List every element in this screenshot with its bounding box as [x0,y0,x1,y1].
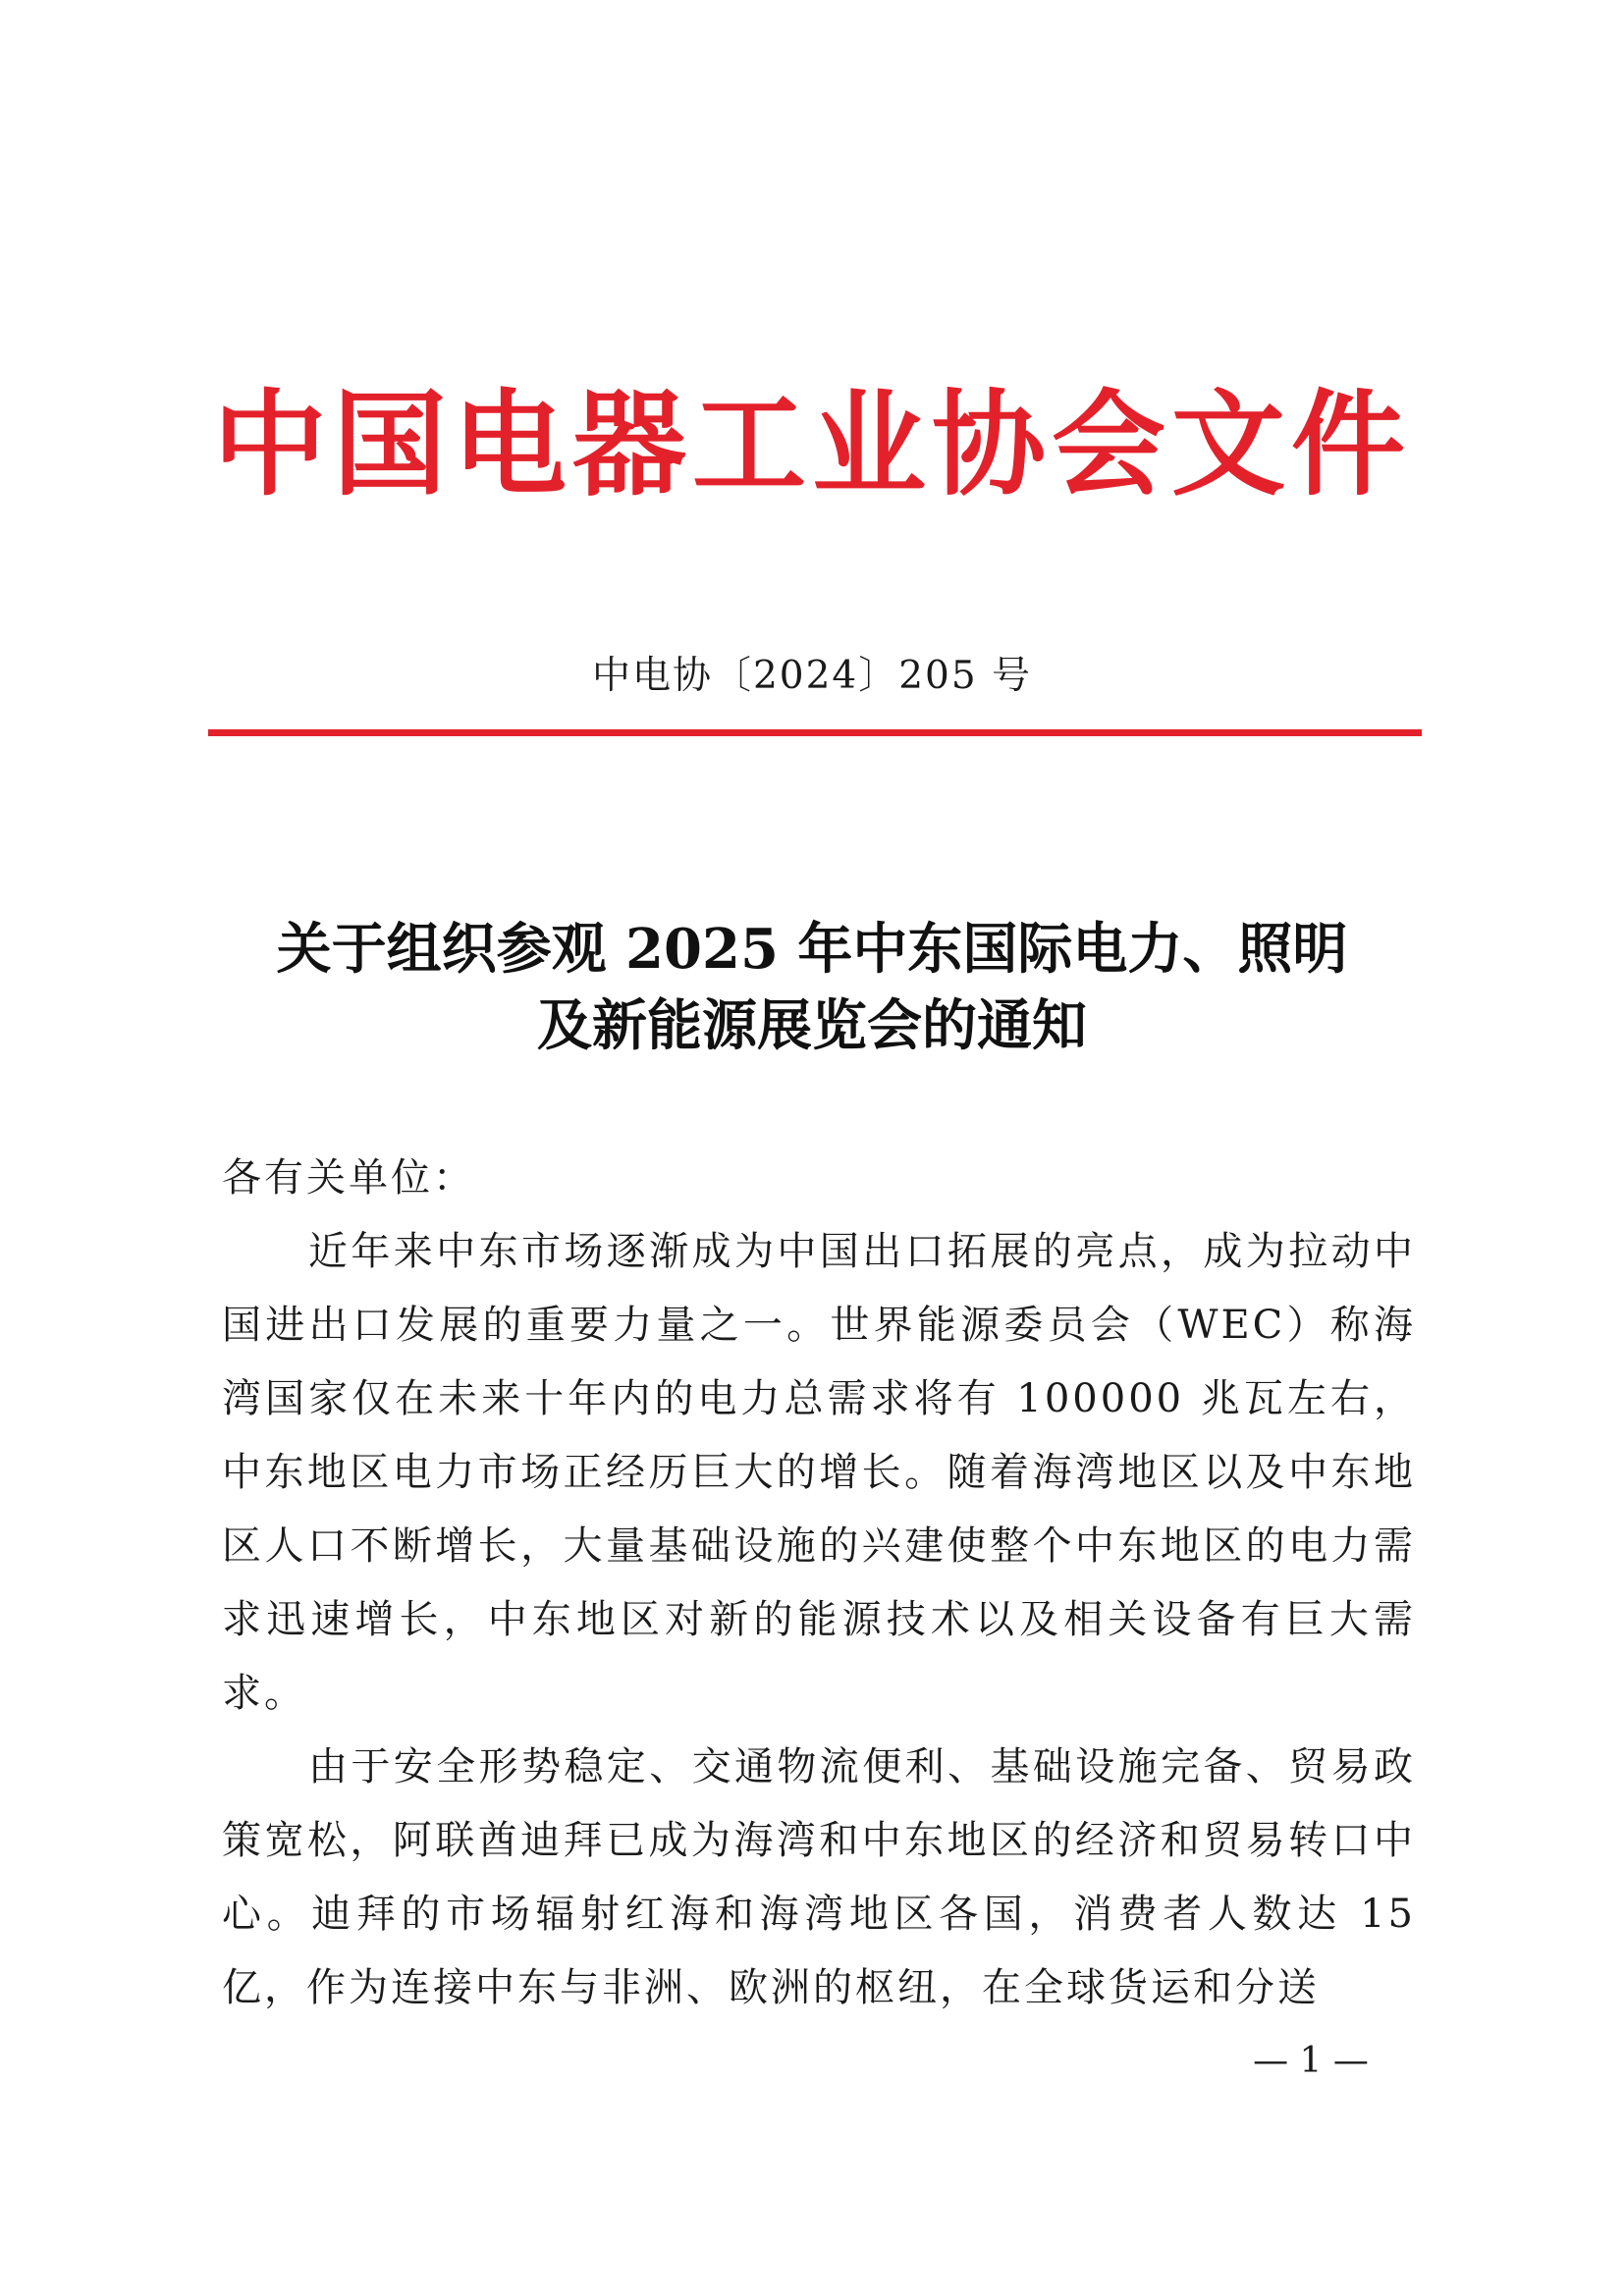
notice-title-line-1: 关于组织参观 2025 年中东国际电力、照明 [276,917,1348,982]
issuing-organization-title: 中国电器工业协会文件 [213,378,1411,511]
document-number: 中电协〔2024〕205 号 [591,654,1033,698]
body-paragraph-2: 由于安全形势稳定、交通物流便利、基础设施完备、贸易政策宽松，阿联酋迪拜已成为海湾和中东地区的经济和贸易转口中心。迪拜的市场辐射红海和海湾地区各国，消费者人数达 15 亿，作为连接中东与非洲、欧洲的枢纽，在全球货运和分送 [222,1744,1416,2010]
notice-title [0,911,1624,1064]
salutation: 各有关单位： [222,1155,475,1201]
header-red-divider [208,729,1422,736]
body-paragraph-1: 近年来中东市场逐渐成为中国出口拓展的亮点，成为拉动中国进出口发展的重要力量之一。世界能源委员会（WEC）称海湾国家仅在未来十年内的电力总需求将有 100000 兆瓦左右，中东地区电力市场正经历巨大的增长。随着海湾地区以及中东地区人口不断增长，大量基础设施的兴建使整个中东地区的电力需求迅速增长，中东地区对新的能源技术以及相关设备有巨大需求。 [222,1229,1416,1716]
notice-title-line-2: 及新能源展览会的通知 [537,993,1087,1058]
page-number: — 1 — [1253,2041,1369,2081]
